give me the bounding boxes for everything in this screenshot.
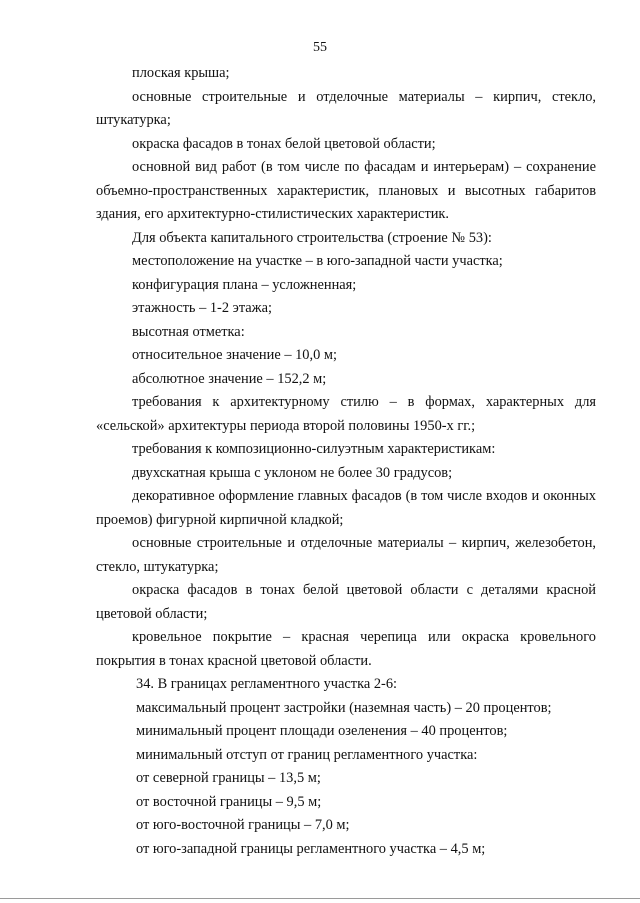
paragraph: от северной границы – 13,5 м; — [136, 770, 321, 786]
page-number: 55 — [313, 40, 327, 55]
paragraph: требования к архитектурному стилю – в формах, характерных для «сельской» архитектуры периода второй половины 1950-х гг.; — [96, 394, 596, 434]
paragraph: относительное значение – 10,0 м; — [132, 347, 338, 363]
paragraph: минимальный отступ от границ регламентного участка: — [136, 746, 478, 763]
paragraph: требования к композиционно-силуэтным характеристикам: — [132, 441, 496, 457]
paragraph: основные строительные и отделочные материалы – кирпич, стекло, штукатурка; — [96, 88, 596, 128]
paragraph: высотная отметка: — [132, 323, 245, 340]
section-heading: 34. В границах регламентного участка 2-6: — [136, 676, 398, 692]
paragraph: этажность – 1-2 этажа; — [132, 300, 272, 316]
paragraph: двухскатная крыша с уклоном не более 30 градусов; — [132, 464, 453, 481]
paragraph: окраска фасадов в тонах белой цветовой области с деталями красной цветовой области; — [96, 582, 596, 622]
paragraph: местоположение на участке – в юго-западной части участка; — [132, 253, 503, 269]
paragraph: основные строительные и отделочные материалы – кирпич, железобетон, стекло, штукатурка; — [96, 535, 596, 575]
paragraph: окраска фасадов в тонах белой цветовой области; — [132, 135, 436, 152]
paragraph: от восточной границы – 9,5 м; — [136, 793, 322, 810]
paragraph: максимальный процент застройки (наземная часть) – 20 процентов; — [136, 699, 552, 716]
paragraph: конфигурация плана – усложненная; — [132, 276, 357, 293]
paragraph: плоская крыша; — [132, 65, 230, 81]
paragraph: от юго-восточной границы – 7,0 м; — [136, 817, 350, 833]
paragraph: основной вид работ (в том числе по фасадам и интерьерам) – сохранение объемно-пространственных характеристик, плановых и высотных габаритов здания, его архитектурно-стилистических характеристик. — [96, 159, 596, 222]
paragraph: декоративное оформление главных фасадов (в том числе входов и оконных проемов) фигурной кирпичной кладкой; — [96, 488, 596, 528]
paragraph: кровельное покрытие – красная черепица или окраска кровельного покрытия в тонах красной цветовой области. — [96, 629, 596, 669]
document-body — [96, 62, 596, 861]
paragraph: абсолютное значение – 152,2 м; — [132, 370, 327, 387]
paragraph: минимальный процент площади озеленения – 40 процентов; — [136, 723, 508, 739]
paragraph: от юго-западной границы регламентного участка – 4,5 м; — [136, 840, 486, 857]
page-edge-rule — [0, 898, 640, 899]
paragraph: Для объекта капитального строительства (строение № 53): — [132, 229, 492, 246]
